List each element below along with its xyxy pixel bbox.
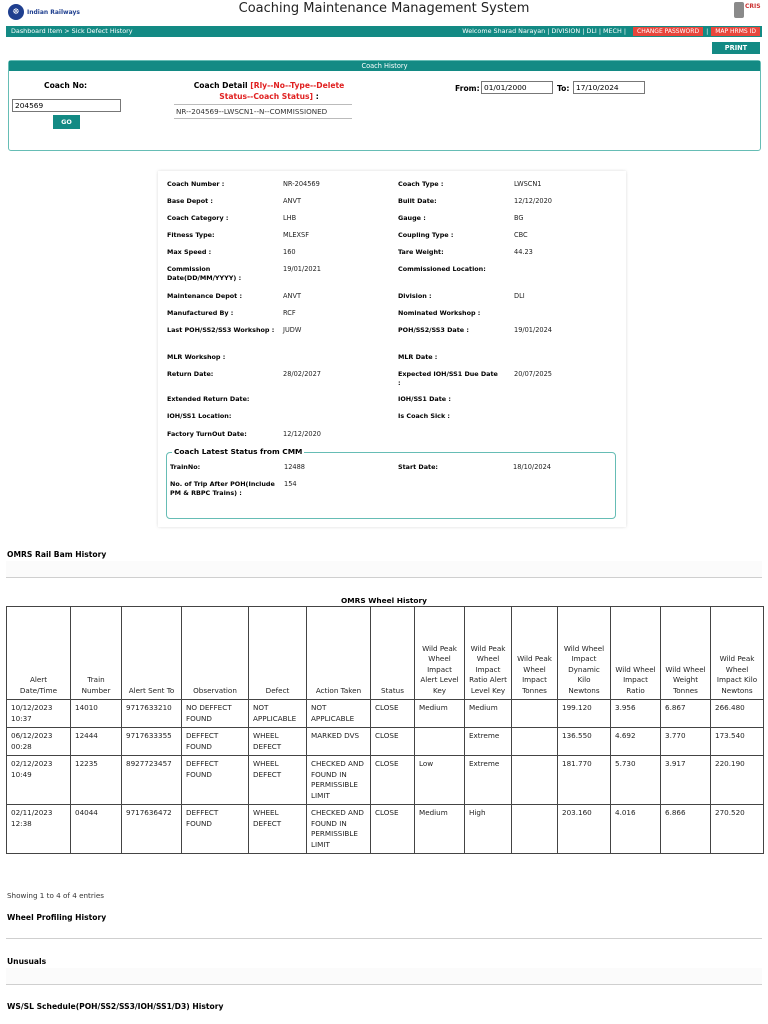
train-no-label: TrainNo: — [170, 463, 201, 471]
column-header[interactable]: Wild Wheel Impact Ratio — [611, 607, 661, 700]
table-cell: Low — [415, 756, 465, 805]
column-header[interactable]: Wild Wheel Impact Dynamic Kilo Newtons — [558, 607, 611, 700]
table-cell: 02/11/2023 12:38 — [7, 805, 71, 854]
coach-detail-label-text: Coach Detail — [193, 81, 248, 90]
unusuals-empty — [6, 968, 762, 984]
table-cell: CLOSE — [371, 700, 415, 728]
coach-no-input[interactable] — [12, 99, 121, 112]
table-cell: Medium — [415, 805, 465, 854]
detail-label: IOH/SS1 Location: — [167, 412, 232, 420]
table-cell: 3.770 — [661, 728, 711, 756]
table-cell: DEFFECT FOUND — [182, 756, 249, 805]
column-header[interactable]: Wild Peak Wheel Impact Tonnes — [512, 607, 558, 700]
table-cell: 10/12/2023 10:37 — [7, 700, 71, 728]
table-cell — [512, 700, 558, 728]
detail-value: 160 — [283, 248, 296, 256]
column-header[interactable]: Alert Date/Time — [7, 607, 71, 700]
wheel-profiling-history-title: Wheel Profiling History — [7, 913, 107, 922]
column-header[interactable]: Status — [371, 607, 415, 700]
rail-bam-divider — [6, 577, 762, 578]
table-cell: CLOSE — [371, 756, 415, 805]
go-button[interactable]: GO — [53, 115, 80, 129]
table-cell: 04044 — [71, 805, 122, 854]
start-date-label: Start Date: — [398, 463, 438, 471]
table-cell — [512, 756, 558, 805]
detail-label: Factory TurnOut Date: — [167, 430, 247, 438]
table-cell — [415, 728, 465, 756]
detail-label: Commissioned Location: — [398, 265, 486, 273]
detail-label: POH/SS2/SS3 Date : — [398, 326, 469, 334]
detail-label: Coupling Type : — [398, 231, 454, 239]
table-cell: 12235 — [71, 756, 122, 805]
detail-label: Built Date: — [398, 197, 437, 205]
from-label: From: — [455, 84, 480, 93]
detail-value: LWSCN1 — [514, 180, 542, 188]
wheel-table-body — [7, 700, 764, 854]
print-button[interactable]: PRINT — [712, 42, 760, 54]
table-cell: 199.120 — [558, 700, 611, 728]
ws-schedule-history-title: WS/SL Schedule(POH/SS2/SS3/IOH/SS1/D3) History — [7, 1002, 224, 1011]
column-header[interactable]: Wild Peak Wheel Impact Kilo Newtons — [711, 607, 764, 700]
cmm-status-title: Coach Latest Status from CMM — [174, 447, 303, 456]
railways-emblem-icon: ☸ — [8, 4, 24, 20]
rail-bam-history-title: OMRS Rail Bam History — [7, 550, 107, 559]
detail-label: Coach Category : — [167, 214, 229, 222]
detail-label: Gauge : — [398, 214, 426, 222]
table-row — [7, 756, 764, 805]
table-cell: WHEEL DEFECT — [249, 728, 307, 756]
detail-label: Coach Number : — [167, 180, 225, 188]
to-label: To: — [557, 84, 570, 93]
detail-label: Last POH/SS2/SS3 Workshop : — [167, 326, 275, 334]
detail-value: BG — [514, 214, 524, 222]
detail-value: 19/01/2024 — [514, 326, 553, 334]
table-cell: Medium — [465, 700, 512, 728]
unusuals-divider — [6, 984, 762, 985]
column-header[interactable]: Action Taken — [307, 607, 371, 700]
cris-logo — [734, 2, 760, 22]
table-entries-info: Showing 1 to 4 of 4 entries — [7, 891, 104, 900]
detail-label: Extended Return Date: — [167, 395, 250, 403]
detail-label: Manufactured By : — [167, 309, 234, 317]
trip-count-value: 154 — [284, 480, 297, 488]
detail-label: MLR Workshop : — [167, 353, 226, 361]
table-cell: 9717633210 — [122, 700, 182, 728]
table-cell: 9717636472 — [122, 805, 182, 854]
table-cell: 220.190 — [711, 756, 764, 805]
logo-left-text: Indian Railways — [27, 8, 80, 16]
detail-label: Tare Weight: — [398, 248, 444, 256]
table-cell: 9717633355 — [122, 728, 182, 756]
table-cell: CHECKED AND FOUND IN PERMISSIBLE LIMIT — [307, 805, 371, 854]
table-row — [7, 805, 764, 854]
table-cell: WHEEL DEFECT — [249, 805, 307, 854]
cmm-status-box — [166, 447, 616, 519]
detail-label: Maintenance Depot : — [167, 292, 242, 300]
table-cell: 270.520 — [711, 805, 764, 854]
to-date-input[interactable] — [573, 81, 645, 94]
detail-value: NR-204569 — [283, 180, 320, 188]
detail-label: Expected IOH/SS1 Due Date : — [398, 370, 498, 388]
cris-logo-text: CRIS — [745, 3, 761, 10]
detail-value: RCF — [283, 309, 296, 317]
table-cell: CHECKED AND FOUND IN PERMISSIBLE LIMIT — [307, 756, 371, 805]
detail-value: 19/01/2021 — [283, 265, 322, 273]
column-header[interactable]: Alert Sent To — [122, 607, 182, 700]
detail-label: IOH/SS1 Date : — [398, 395, 451, 403]
table-cell: MARKED DVS — [307, 728, 371, 756]
map-hrms-id-button[interactable]: MAP HRMS ID — [711, 27, 760, 36]
detail-divider-bottom — [174, 118, 352, 119]
table-cell: WHEEL DEFECT — [249, 756, 307, 805]
table-cell: 02/12/2023 10:49 — [7, 756, 71, 805]
detail-value: CBC — [514, 231, 528, 239]
table-cell: NOT APPLICABLE — [249, 700, 307, 728]
table-cell: 136.550 — [558, 728, 611, 756]
table-cell: 181.770 — [558, 756, 611, 805]
table-cell: 8927723457 — [122, 756, 182, 805]
table-row — [7, 728, 764, 756]
table-cell: DEFFECT FOUND — [182, 805, 249, 854]
coach-detail-colon: : — [315, 91, 319, 101]
detail-value: 44.23 — [514, 248, 533, 256]
national-emblem-icon — [734, 2, 744, 18]
detail-label: Commission Date(DD/MM/YYYY) : — [167, 265, 242, 283]
detail-label: Base Depot : — [167, 197, 213, 205]
table-cell: 4.016 — [611, 805, 661, 854]
coach-history-title: Coach History — [9, 61, 760, 71]
detail-divider-top — [174, 104, 352, 105]
table-cell: NOT APPLICABLE — [307, 700, 371, 728]
coach-detail-format: [Rly--No--Type--Delete — [250, 81, 345, 90]
detail-value: 12/12/2020 — [514, 197, 553, 205]
detail-label: Fitness Type: — [167, 231, 215, 239]
wheel-profiling-divider — [6, 938, 762, 939]
table-cell: 6.866 — [661, 805, 711, 854]
detail-label: Max Speed : — [167, 248, 212, 256]
column-header[interactable]: Defect — [249, 607, 307, 700]
detail-label: Is Coach Sick : — [398, 412, 450, 420]
start-date-value: 18/10/2024 — [513, 463, 552, 471]
column-header[interactable]: Wild Peak Wheel Impact Alert Level Key — [415, 607, 465, 700]
table-cell: CLOSE — [371, 805, 415, 854]
unusuals-title: Unusuals — [7, 957, 47, 966]
table-cell: Medium — [415, 700, 465, 728]
column-header[interactable]: Wild Wheel Weight Tonnes — [661, 607, 711, 700]
top-header — [0, 0, 768, 26]
table-cell: 266.480 — [711, 700, 764, 728]
app-title: Coaching Maintenance Management System — [238, 1, 530, 16]
nav-bar — [6, 26, 762, 37]
detail-value: ANVT — [283, 197, 301, 205]
rail-bam-history-empty — [6, 561, 762, 577]
table-cell: 203.160 — [558, 805, 611, 854]
table-cell — [512, 728, 558, 756]
coach-detail-format-2: Status--Coach Status] — [219, 91, 314, 101]
nav-separator: | — [706, 27, 709, 35]
table-cell: 14010 — [71, 700, 122, 728]
table-cell: 3.917 — [661, 756, 711, 805]
column-header[interactable]: Observation — [182, 607, 249, 700]
trip-count-label: No. of Trip After POH(Include PM & RBPC Trains) : — [170, 480, 275, 498]
table-cell: 12444 — [71, 728, 122, 756]
detail-value: 12/12/2020 — [283, 430, 322, 438]
table-row — [7, 700, 764, 728]
detail-value: MLEXSF — [283, 231, 310, 239]
table-cell: 5.730 — [611, 756, 661, 805]
table-cell: 3.956 — [611, 700, 661, 728]
column-header[interactable]: Wild Peak Wheel Impact Ratio Alert Level Key — [465, 607, 512, 700]
from-date-input[interactable] — [481, 81, 553, 94]
detail-value: ANVT — [283, 292, 301, 300]
coach-history-panel — [8, 60, 761, 151]
coach-detail-label — [169, 81, 369, 102]
wheel-history-table — [6, 606, 764, 854]
welcome-text: Welcome Sharad Narayan | DIVISION | DLI | MECH | — [462, 27, 627, 35]
detail-label: Return Date: — [167, 370, 214, 378]
table-cell: 173.540 — [711, 728, 764, 756]
coach-detail-value: NR--204569--LWSCN1--N--COMMISSIONED — [176, 107, 328, 116]
table-cell: 06/12/2023 00:28 — [7, 728, 71, 756]
table-cell: 4.692 — [611, 728, 661, 756]
table-cell: 6.867 — [661, 700, 711, 728]
table-cell: High — [465, 805, 512, 854]
table-cell: DEFFECT FOUND — [182, 728, 249, 756]
detail-label: MLR Date : — [398, 353, 438, 361]
detail-value: LHB — [283, 214, 297, 222]
table-cell: CLOSE — [371, 728, 415, 756]
detail-label: Nominated Workshop : — [398, 309, 481, 317]
table-cell: Extreme — [465, 756, 512, 805]
table-cell: NO DEFFECT FOUND — [182, 700, 249, 728]
nav-right — [462, 26, 760, 37]
detail-label: Coach Type : — [398, 180, 444, 188]
coach-no-label: Coach No: — [44, 81, 88, 90]
detail-value: JUDW — [283, 326, 302, 334]
wheel-history-title: OMRS Wheel History — [341, 596, 427, 605]
train-no-value: 12488 — [284, 463, 305, 471]
table-cell — [512, 805, 558, 854]
detail-label: Division : — [398, 292, 432, 300]
column-header[interactable]: Train Number — [71, 607, 122, 700]
table-cell: Extreme — [465, 728, 512, 756]
detail-value: 20/07/2025 — [514, 370, 553, 378]
detail-value: 28/02/2027 — [283, 370, 322, 378]
detail-value: DLI — [514, 292, 525, 300]
change-password-button[interactable]: CHANGE PASSWORD — [633, 27, 703, 36]
wheel-table-header — [7, 607, 764, 700]
breadcrumb[interactable]: Dashboard Item > Sick Defect History — [11, 27, 133, 35]
